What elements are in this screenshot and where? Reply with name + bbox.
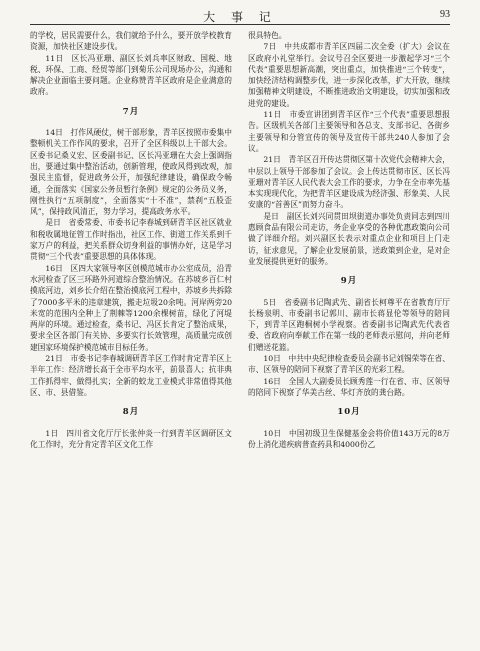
paragraph: 是日 副区长刘兴同贯田坝街道办事处负责同志到四川惠顾食品有限公司走访，务企业享受的各种优惠政策向公司做了详细介绍。刘兴副区长表示对重点企业和项目上门走访，征求意见，了解企业发展前景，送政策到企业，是对企业发展提供更好的服务。 [248, 211, 450, 266]
paragraph: 10日 中共中央纪律检查委员会副书记刘锡荣等在省、市、区领导的陪同下视察了青羊区的光彩工程。 [248, 354, 450, 375]
paragraph: 16日 全国人大副委员长顾秀莲一行在省、市、区领导的陪同下视察了华美古丝、华灯齐放的龚台路。 [248, 376, 450, 397]
left-column [30, 30, 232, 645]
month-heading-september: 9月 [340, 276, 358, 287]
page-title: 大 事 记 [203, 10, 277, 24]
paragraph: 21日 市委书记李春城调研青羊区工作时肯定青羊区上半年工作：经济增长高于全市平均水平，前景喜人；抗非典工作抓得牢、做得扎实；全新的蛟龙工业模式非常值得其他区、市、县借鉴。 [30, 354, 232, 397]
paragraph: 5日 省委副书记陶武先、副省长柯尊平在省教育厅厅长杨泉明、市委副书记郭川、副市长蒋显伦等领导的陪同下，到青羊区跑桐树小学视察。省委副书记陶武先代表省委、省政府向奉献工作在第一线的老师表示慰问，并向老师们赠送花篮。 [248, 297, 450, 352]
paragraph: 很具特色。 [248, 31, 287, 40]
month-heading-july: 7月 [122, 106, 140, 117]
paragraph: 1日 四川省文化厅厅长张仲炎一行到青羊区调研区文化工作时，充分肯定青羊区文化工作 [30, 428, 232, 449]
month-heading-august: 8月 [122, 407, 140, 418]
right-column [248, 30, 450, 645]
paragraph: 的学校，居民需要什么，我们就给予什么，要开放学校教育资源，加快社区建设步伐。 [30, 31, 232, 52]
text-columns [30, 30, 450, 645]
page-header [30, 8, 450, 25]
paragraph: 21日 青羊区召开传达贯彻区第十次党代会精神大会，中层以上领导干部参加了会议。会上传达贯彻市区、区长冯亚珊对青羊区人民代表大会工作的要求，力争在全市率先基本实现现代化，为把青羊区建设成为经济强、形象美、人民安康的“首善区”而努力奋斗。 [248, 155, 450, 210]
paragraph: 7日 中共成都市青羊区四届二次全委（扩大）会议在区政府小礼堂举行。会议号召全区要进一步激起学习“三个代表”重要思想新高潮，突出重点，加快推进“三个转变”，加快经济结构调整步伐，进一步深化改革，扩大开放，继续加强精神文明建设，不断推进政治文明建设，切实加强和改进党的建设。 [248, 42, 450, 108]
page-number: 93 [440, 9, 450, 20]
paragraph: 16日 区四大家领导率区创模范城市办公室成员，沿青水河检查了区三环路外河道综合整治情况。在苏坡乡百仁村摸底河边，刘乡长介绍在整治摸底河工程中，苏坡乡共拆除了7000多平米的违章建筑，搬走垃圾20余吨。河岸两旁20米宽的范围内全种上了荆棘等1200余棵树苗，绿化了河堤两岸的环境。通过检查，桑书记、冯区长肯定了整治成果，要求全区各部门有关协、多要实行长效管理，高质量完成创建国家环境保护模范城市目标任务。 [30, 263, 232, 352]
paragraph: 11日 市委宣讲团到青羊区作“三个代表”重要思想报告。区级机关各部门主要领导和各总支、支部书记、各街乡主要领导和分管宣传的领导及宣传干部共240人参加了会议。 [248, 110, 450, 153]
paragraph: 11日 区长冯亚珊、副区长刘兵率区财政、国税、地税、环保、工商、经贸等部门到菊乐公司现场办公，沟通和解决企业面临主要问题。企业称赞青羊区政府是企业满意的政府。 [30, 53, 232, 97]
paragraph: 10日 中国初级卫生保健基金会将价值143万元的8万份上消化道疾病普查药具和4000份乙 [248, 428, 450, 449]
paragraph: 是日 省委常委、市委书记李春城到研青羊区社区就业和税收属地征管工作时指出，社区工作、街道工作关系到千家万户的利益，把关系群众切身利益的事情办好，这是学习贯彻“三个代表”重要思想的具体体现。 [30, 218, 232, 262]
paragraph: 14日 打作风硬仗，树干部形象，青羊区按照市委集中整顿机关工作作风的要求，召开了全区科级以上干部大会。区委书记桑义宏、区委副书记、区长冯亚珊在大会上强调指出，要通过集中整治活动，创新管理，使政风得到改观，加强民主监督，促进政务公开，加强纪律建设，确保政令畅通，全面落实《国家公务员暂行条例》规定的公务员义务，刚性执行“五项制度”，全面落实“十不准”，禁刹“五股歪风”，保持政风清正，努力学习，提高政务水平。 [30, 128, 232, 217]
month-heading-october: 10月 [337, 407, 361, 418]
